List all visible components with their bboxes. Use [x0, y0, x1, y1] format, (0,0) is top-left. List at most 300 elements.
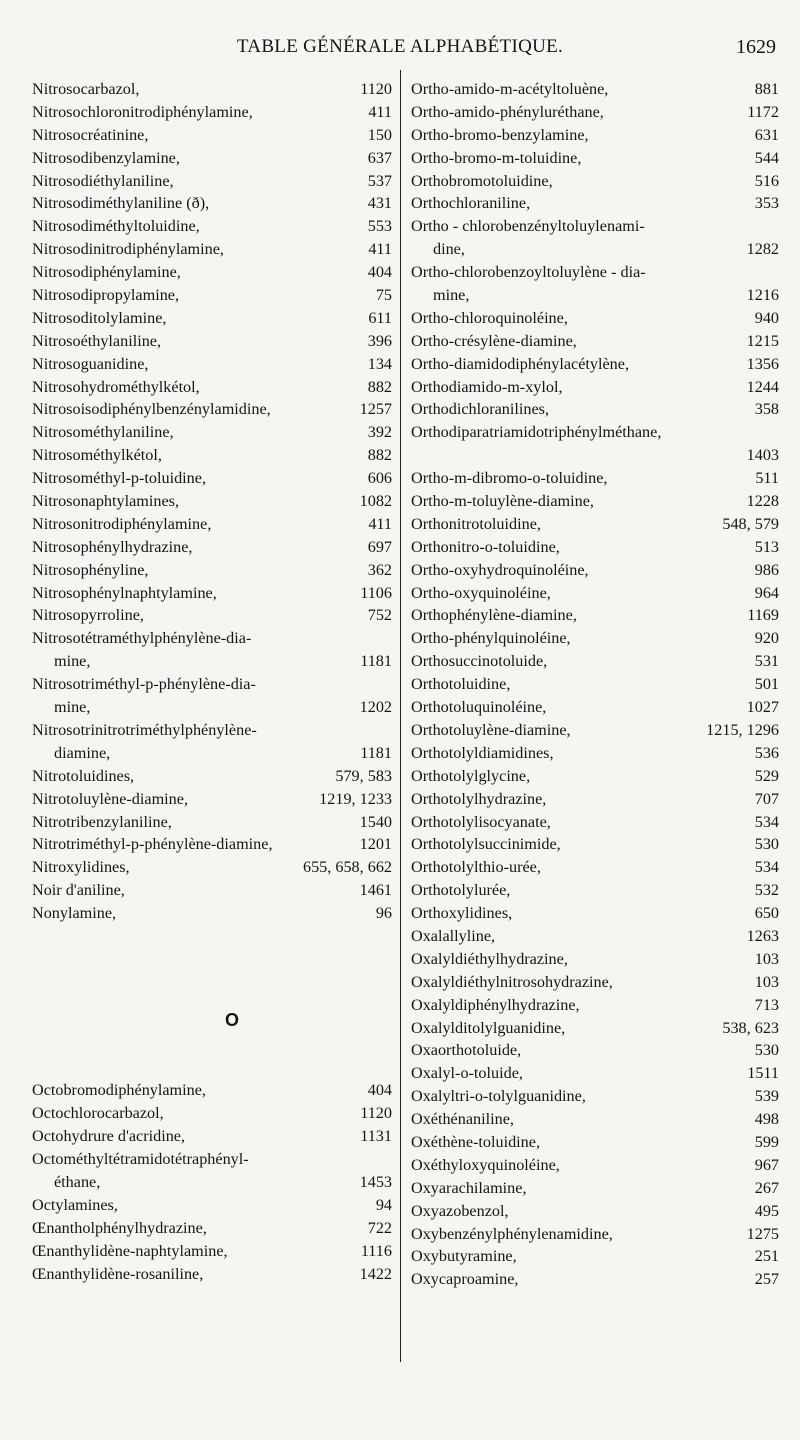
entry-page: 606 — [367, 469, 392, 488]
entry-term: Ortho-chloroquinoléine, — [411, 308, 568, 327]
entry-page: 707 — [754, 789, 779, 808]
entry-term: Oxéthénaniline, — [411, 1110, 514, 1129]
entry-page: 940 — [754, 308, 779, 327]
entry-page: 75 — [375, 286, 392, 305]
entry-term: Orthobromotoluidine, — [411, 171, 553, 190]
entry-term: Ortho-oxyhydroquinoléine, — [411, 560, 589, 579]
index-entry — [32, 536, 392, 559]
entry-term: Orthonitro-o-toluidine, — [411, 537, 560, 556]
index-entry — [411, 925, 779, 948]
spacer — [32, 948, 392, 971]
index-entry — [32, 124, 392, 147]
entry-term: Nitrosotétraméthylphénylène-dia- — [32, 629, 252, 648]
entry-page: 150 — [367, 125, 392, 144]
entry-term: Nitrosochloronitrodiphénylamine, — [32, 102, 253, 121]
entry-page: 534 — [754, 858, 779, 877]
entry-term: éthane, — [54, 1172, 101, 1191]
index-entry — [411, 261, 779, 284]
entry-page: 655, 658, 662 — [302, 858, 392, 877]
entry-term: Nitrosométhylaniline, — [32, 423, 174, 442]
entry-page: 257 — [754, 1270, 779, 1289]
entry-term: Orthonitrotoluidine, — [411, 514, 541, 533]
entry-page: 1181 — [360, 652, 392, 671]
index-entry — [411, 604, 779, 627]
entry-term: Oxybutyramine, — [411, 1247, 517, 1266]
entry-page: 1257 — [359, 400, 392, 419]
index-entry — [32, 719, 392, 742]
index-entry — [32, 238, 392, 261]
entry-page: 1116 — [360, 1241, 392, 1260]
index-entry — [411, 948, 779, 971]
index-entry — [32, 170, 392, 193]
entry-term: diamine, — [54, 743, 111, 762]
entry-term: Nitrotribenzylaniline, — [32, 812, 172, 831]
index-entry — [411, 284, 779, 307]
entry-page: 1082 — [359, 492, 392, 511]
index-entry — [411, 1131, 779, 1154]
index-entry — [32, 788, 392, 811]
index-entry — [411, 719, 779, 742]
entry-page: 1263 — [746, 926, 779, 945]
section-letter-heading: O — [224, 1009, 239, 1030]
index-entry — [32, 1125, 392, 1148]
entry-term: Oxéthène-toluidine, — [411, 1132, 541, 1151]
entry-term: Oxalyl-o-toluide, — [411, 1064, 523, 1083]
entry-term: Orthotolylthio-urée, — [411, 858, 541, 877]
entry-term: Ortho-amido-phényluréthane, — [411, 102, 604, 121]
index-entry — [32, 742, 392, 765]
index-list-o — [32, 1079, 392, 1285]
index-entry — [32, 1263, 392, 1286]
entry-term: Octylamines, — [32, 1195, 118, 1214]
index-entry — [411, 1017, 779, 1040]
entry-term: Nitrosométhylkétol, — [32, 446, 162, 465]
entry-term: mine, — [54, 652, 91, 671]
entry-term: Noir d'aniline, — [32, 881, 125, 900]
entry-term: Nitrosodinitrodiphénylamine, — [32, 240, 224, 259]
entry-term: Orthotoluidine, — [411, 675, 511, 694]
index-entry — [32, 765, 392, 788]
entry-term: Ortho-m-toluylène-diamine, — [411, 492, 594, 511]
index-entry — [32, 1102, 392, 1125]
entry-page: 1461 — [359, 881, 392, 900]
entry-page: 536 — [754, 743, 779, 762]
entry-term: Ortho - chlorobenzényltoluylenami- — [411, 217, 645, 236]
index-entry — [32, 604, 392, 627]
entry-term: Nonylamine, — [32, 904, 117, 923]
entry-page: 94 — [375, 1195, 392, 1214]
entry-page: 362 — [367, 560, 392, 579]
entry-page: 1511 — [747, 1064, 779, 1083]
entry-term: Nitrosodipropylamine, — [32, 286, 180, 305]
entry-term: Nitrosodibenzylamine, — [32, 148, 180, 167]
entry-term: Oxalyltri-o-tolylguanidine, — [411, 1087, 586, 1106]
entry-term: Oxybenzénylphénylenamidine, — [411, 1224, 613, 1243]
entry-term: Oxyazobenzol, — [411, 1201, 509, 1220]
index-entry — [411, 467, 779, 490]
entry-term: Orthotolylsuccinimide, — [411, 835, 561, 854]
index-entry — [411, 1154, 779, 1177]
entry-term: dine, — [433, 240, 465, 259]
index-entry — [32, 696, 392, 719]
index-entry — [32, 398, 392, 421]
entry-page: 501 — [754, 675, 779, 694]
entry-term: Ortho-bromo-m-toluidine, — [411, 148, 582, 167]
entry-page: 1453 — [359, 1172, 392, 1191]
entry-page: 511 — [755, 469, 779, 488]
index-list-n — [32, 78, 392, 925]
index-entry — [411, 444, 779, 467]
entry-term: Orthotolylurée, — [411, 881, 511, 900]
index-entry — [411, 78, 779, 101]
entry-page: 1219, 1233 — [319, 789, 392, 808]
index-entry — [32, 879, 392, 902]
spacer — [32, 1034, 392, 1057]
entry-page: 411 — [368, 514, 392, 533]
entry-term: Nitrosotrinitrotriméthylphénylène- — [32, 720, 257, 739]
entry-page: 967 — [754, 1155, 779, 1174]
entry-term: Œnanthylidène-rosaniline, — [32, 1264, 204, 1283]
entry-term: Ortho-amido-m-acétyltoluène, — [411, 80, 609, 98]
index-entry — [411, 124, 779, 147]
entry-term: Nitrotoluidines, — [32, 766, 135, 785]
entry-term: Orthodiparatriamidotriphénylméthane, — [411, 423, 662, 442]
entry-term: Orthotolylisocyanate, — [411, 812, 551, 831]
entry-page: 1120 — [360, 1104, 392, 1123]
index-entry — [32, 582, 392, 605]
entry-page: 1172 — [747, 102, 779, 121]
entry-page: 1106 — [360, 583, 392, 602]
entry-term: Nitrotriméthyl-p-phénylène-diamine, — [32, 835, 273, 854]
index-entry — [411, 856, 779, 879]
spacer — [32, 925, 392, 948]
index-entry — [411, 513, 779, 536]
index-entry — [32, 627, 392, 650]
entry-term: Ortho-bromo-benzylamine, — [411, 125, 589, 144]
index-entry — [32, 284, 392, 307]
index-entry — [411, 147, 779, 170]
index-entry — [32, 78, 392, 101]
entry-term: Orthotolylhydrazine, — [411, 789, 547, 808]
entry-page: 1215 — [746, 331, 779, 350]
index-entry — [32, 261, 392, 284]
entry-page: 1244 — [746, 377, 779, 396]
entry-page: 548, 579 — [722, 514, 779, 533]
index-entry — [411, 1108, 779, 1131]
entry-page: 544 — [754, 148, 779, 167]
index-entry — [411, 559, 779, 582]
entry-term: Oxalyldiéthylnitrosohydrazine, — [411, 972, 613, 991]
index-entry — [411, 398, 779, 421]
entry-term: Œnanthylidène-naphtylamine, — [32, 1241, 228, 1260]
entry-page: 134 — [367, 354, 392, 373]
entry-term: Nitrosopyrroline, — [32, 606, 144, 625]
index-entry — [32, 1171, 392, 1194]
index-entry — [411, 696, 779, 719]
index-entry — [411, 582, 779, 605]
entry-term: Orthotolylglycine, — [411, 766, 531, 785]
entry-page: 532 — [754, 881, 779, 900]
entry-term: Nitrosoguanidine, — [32, 354, 149, 373]
entry-page: 538, 623 — [722, 1018, 779, 1037]
spacer — [32, 1057, 392, 1080]
entry-term: Nitrosonaphtylamines, — [32, 492, 180, 511]
entry-page: 1202 — [359, 698, 392, 717]
entry-term: Œnantholphénylhydrazine, — [32, 1218, 207, 1237]
page-number: 1629 — [736, 36, 776, 58]
index-entry — [32, 490, 392, 513]
index-entry — [411, 788, 779, 811]
entry-term: Nitrosoéthylaniline, — [32, 331, 162, 350]
index-entry — [411, 215, 779, 238]
entry-page: 531 — [754, 652, 779, 671]
entry-term: Ortho-phénylquinoléine, — [411, 629, 571, 648]
index-entry — [411, 536, 779, 559]
entry-page: 1201 — [359, 835, 392, 854]
index-entry — [411, 330, 779, 353]
entry-page: 537 — [367, 171, 392, 190]
entry-term: Oxéthyloxyquinoléine, — [411, 1155, 560, 1174]
entry-page: 650 — [754, 904, 779, 923]
entry-page: 411 — [368, 240, 392, 259]
index-entry — [32, 421, 392, 444]
index-entry — [411, 650, 779, 673]
entry-term: Nitrosotriméthyl-p-phénylène-dia- — [32, 675, 256, 694]
entry-page: 516 — [754, 171, 779, 190]
entry-page: 631 — [754, 125, 779, 144]
entry-term: Orthotoluquinoléine, — [411, 698, 547, 717]
entry-page: 1215, 1296 — [706, 720, 779, 739]
index-entry — [32, 307, 392, 330]
entry-page: 392 — [367, 423, 392, 442]
entry-term: Nitrosohydrométhylkétol, — [32, 377, 200, 396]
entry-page: 529 — [754, 766, 779, 785]
entry-page: 530 — [754, 835, 779, 854]
index-entry — [411, 765, 779, 788]
entry-term: Nitroxylidines, — [32, 858, 130, 877]
entry-page: 353 — [754, 194, 779, 213]
entry-term: Octohydrure d'acridine, — [32, 1127, 186, 1146]
entry-term: Nitrosophénylnaphtylamine, — [32, 583, 217, 602]
entry-term: Oxalyldiphénylhydrazine, — [411, 995, 580, 1014]
index-entry — [411, 879, 779, 902]
entry-term: Oxalallyline, — [411, 926, 496, 945]
index-entry — [32, 1240, 392, 1263]
entry-page: 637 — [367, 148, 392, 167]
entry-page: 96 — [375, 904, 392, 923]
index-entry — [32, 192, 392, 215]
entry-term: Nitrosodiphénylamine, — [32, 263, 181, 282]
entry-term: Ortho-m-dibromo-o-toluidine, — [411, 469, 608, 488]
index-entry — [411, 1177, 779, 1200]
entry-page: 513 — [754, 537, 779, 556]
index-entry — [32, 1148, 392, 1171]
entry-page: 1422 — [359, 1264, 392, 1283]
entry-term: Nitrosonitrodiphénylamine, — [32, 514, 212, 533]
entry-term: mine, — [54, 698, 91, 717]
index-entry — [32, 147, 392, 170]
index-list-right — [411, 78, 779, 1291]
entry-term: Ortho-diamidodiphénylacétylène, — [411, 354, 630, 373]
index-entry — [32, 1194, 392, 1217]
entry-term: Octobromodiphénylamine, — [32, 1081, 206, 1100]
entry-page: 495 — [754, 1201, 779, 1220]
entry-term: Nitrosophénylhydrazine, — [32, 537, 193, 556]
entry-page: 1181 — [360, 743, 392, 762]
entry-term: Ortho-chlorobenzoyltoluylène - dia- — [411, 263, 646, 282]
entry-page: 697 — [367, 537, 392, 556]
index-entry — [411, 376, 779, 399]
entry-page: 920 — [754, 629, 779, 648]
index-entry — [411, 673, 779, 696]
index-entry — [411, 627, 779, 650]
entry-page: 599 — [754, 1132, 779, 1151]
entry-term: mine, — [433, 286, 470, 305]
right-column — [411, 78, 779, 1291]
index-entry — [32, 1217, 392, 1240]
index-entry — [32, 833, 392, 856]
entry-term: Nitrosocréatinine, — [32, 125, 149, 144]
entry-page: 396 — [367, 331, 392, 350]
index-entry — [32, 856, 392, 879]
running-title: TABLE GÉNÉRALE ALPHABÉTIQUE. — [236, 36, 564, 57]
entry-term: Nitrosodiéthylaniline, — [32, 171, 174, 190]
entry-page: 611 — [368, 308, 392, 327]
index-entry — [32, 1079, 392, 1102]
index-entry — [411, 490, 779, 513]
entry-page: 722 — [367, 1218, 392, 1237]
spacer — [32, 971, 392, 994]
entry-term: Oxalyldiéthylhydrazine, — [411, 949, 568, 968]
entry-term: Octométhyltétramidotétraphényl- — [32, 1150, 249, 1169]
entry-page: 1169 — [747, 606, 779, 625]
index-entry — [32, 330, 392, 353]
entry-term: Orthophénylène-diamine, — [411, 606, 577, 625]
entry-page: 404 — [367, 1081, 392, 1100]
entry-page: 530 — [754, 1041, 779, 1060]
index-entry — [411, 307, 779, 330]
entry-term: Orthodiamido-m-xylol, — [411, 377, 563, 396]
entry-page: 1216 — [746, 286, 779, 305]
index-entry — [32, 811, 392, 834]
index-entry — [32, 353, 392, 376]
entry-term: Orthotolyldiamidines, — [411, 743, 554, 762]
entry-page: 882 — [367, 446, 392, 465]
entry-page: 1356 — [746, 354, 779, 373]
entry-term: Nitrosocarbazol, — [32, 80, 140, 98]
entry-page: 539 — [754, 1087, 779, 1106]
index-entry — [411, 902, 779, 925]
index-entry — [411, 971, 779, 994]
index-entry — [32, 215, 392, 238]
index-entry — [32, 376, 392, 399]
entry-term: Nitrotoluylène-diamine, — [32, 789, 188, 808]
entry-term: Orthosuccinotoluide, — [411, 652, 548, 671]
index-entry — [411, 1085, 779, 1108]
index-entry — [411, 1062, 779, 1085]
entry-page: 1282 — [746, 240, 779, 259]
index-entry — [411, 1200, 779, 1223]
entry-page: 251 — [754, 1247, 779, 1266]
entry-page: 579, 583 — [335, 766, 392, 785]
index-entry — [411, 101, 779, 124]
entry-term: Octochlorocarbazol, — [32, 1104, 164, 1123]
entry-page: 404 — [367, 263, 392, 282]
entry-term: Nitrosodiméthylaniline (ð), — [32, 194, 210, 213]
index-entry — [411, 353, 779, 376]
index-entry — [32, 444, 392, 467]
entry-page: 411 — [368, 102, 392, 121]
entry-term: Nitrosoisodiphénylbenzénylamidine, — [32, 400, 271, 419]
entry-page: 1403 — [746, 446, 779, 465]
index-entry — [32, 467, 392, 490]
index-entry — [411, 811, 779, 834]
entry-term: Nitrosométhyl-p-toluidine, — [32, 469, 206, 488]
entry-page: 534 — [754, 812, 779, 831]
entry-term: Ortho-oxyquinoléine, — [411, 583, 551, 602]
entry-term: Oxaorthotoluide, — [411, 1041, 522, 1060]
entry-term: Nitrosoditolylamine, — [32, 308, 167, 327]
entry-page: 1027 — [746, 698, 779, 717]
entry-page: 752 — [367, 606, 392, 625]
entry-page: 713 — [754, 995, 779, 1014]
entry-term: Oxyarachilamine, — [411, 1178, 527, 1197]
entry-term: Oxycaproamine, — [411, 1270, 519, 1289]
entry-term: Orthochloraniline, — [411, 194, 531, 213]
index-entry — [411, 994, 779, 1017]
index-entry — [32, 101, 392, 124]
entry-page: 1228 — [746, 492, 779, 511]
entry-page: 1120 — [360, 80, 392, 98]
entry-term: Orthotoluylène-diamine, — [411, 720, 571, 739]
entry-page: 553 — [367, 217, 392, 236]
index-entry — [411, 421, 779, 444]
entry-term: Oxalylditolylguanidine, — [411, 1018, 566, 1037]
index-entry — [411, 192, 779, 215]
index-entry — [32, 673, 392, 696]
entry-term: Ortho-crésylène-diamine, — [411, 331, 577, 350]
entry-page: 431 — [367, 194, 392, 213]
index-entry — [411, 238, 779, 261]
entry-term: Orthoxylidines, — [411, 904, 513, 923]
left-column — [32, 78, 392, 1285]
entry-page: 1275 — [746, 1224, 779, 1243]
index-entry — [32, 513, 392, 536]
entry-page: 882 — [367, 377, 392, 396]
index-entry — [411, 170, 779, 193]
entry-page: 1131 — [360, 1127, 392, 1146]
index-entry — [411, 1039, 779, 1062]
entry-page: 267 — [754, 1178, 779, 1197]
entry-page: 964 — [754, 583, 779, 602]
entry-page: 103 — [754, 972, 779, 991]
entry-term: Nitrosophényline, — [32, 560, 149, 579]
entry-page: 1540 — [359, 812, 392, 831]
index-entry — [411, 1223, 779, 1246]
index-entry — [32, 902, 392, 925]
index-entry — [411, 742, 779, 765]
entry-page: 358 — [754, 400, 779, 419]
entry-page: 498 — [754, 1110, 779, 1129]
entry-page: 986 — [754, 560, 779, 579]
index-entry — [32, 559, 392, 582]
index-entry — [411, 1268, 779, 1291]
column-divider — [400, 70, 401, 1362]
index-entry — [411, 1245, 779, 1268]
page-header — [0, 36, 800, 66]
entry-term: Nitrosodiméthyltoluidine, — [32, 217, 200, 236]
entry-page: 881 — [754, 80, 779, 98]
